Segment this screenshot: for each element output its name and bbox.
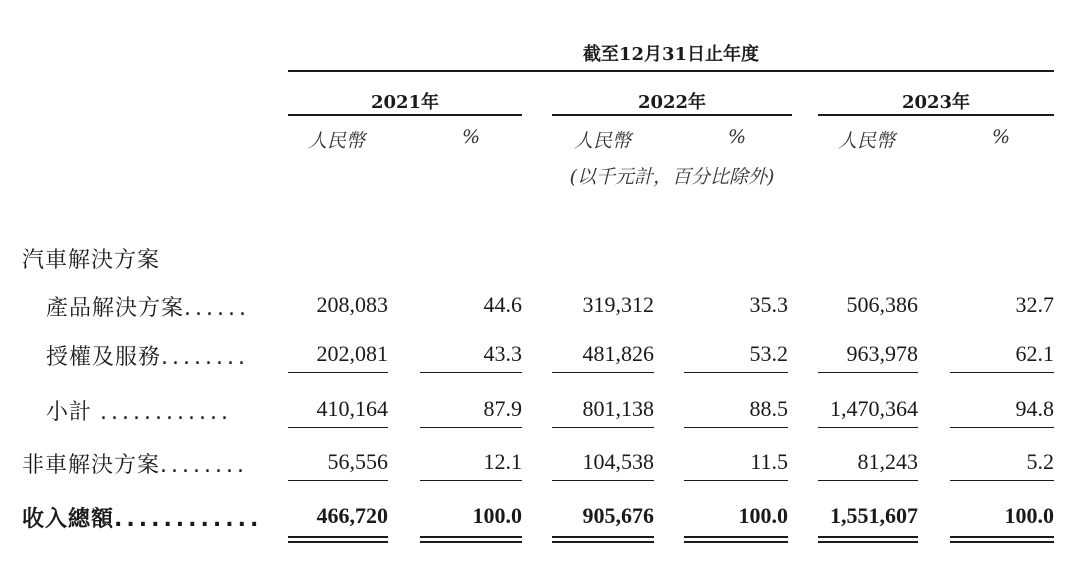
currency-label-2022: 人民幣	[574, 130, 632, 152]
cell-r1-c6: 32.7	[1015, 292, 1054, 317]
year-2022: 2022年	[637, 92, 707, 113]
year-2021: 2021年	[370, 92, 440, 113]
cell-r4-c6: 5.2	[1026, 449, 1054, 474]
underline-r4-c4	[684, 480, 788, 481]
year-2022-rule	[552, 114, 792, 116]
double-underline-c1	[288, 536, 388, 543]
cell-r1-c3: 319,312	[582, 292, 654, 317]
underline-r3-c1	[288, 427, 388, 428]
underline-r2-c5	[818, 372, 918, 373]
underline-r3-c2	[420, 427, 522, 428]
underline-r4-c3	[552, 480, 654, 481]
cell-r4-c5: 81,243	[857, 449, 918, 474]
cell-r4-c3: 104,538	[582, 449, 654, 474]
unit-note: (以千元計，百分比除外)	[569, 166, 775, 188]
row-label-licensing-services: 授權及服務........	[46, 345, 249, 370]
row-label-non-auto-solutions: 非車解決方案........	[22, 453, 248, 478]
cell-r3-c3: 801,138	[582, 396, 654, 421]
cell-r5-c5: 1,551,607	[830, 503, 918, 528]
cell-r3-c1: 410,164	[316, 396, 388, 421]
underline-r3-c5	[818, 427, 918, 428]
cell-r5-c4: 100.0	[738, 503, 788, 528]
cell-r3-c4: 88.5	[749, 396, 788, 421]
currency-label-2023: 人民幣	[838, 130, 896, 152]
row-label-auto-solutions: 汽車解決方案	[22, 248, 161, 273]
cell-r1-c1: 208,083	[316, 292, 388, 317]
double-underline-c6	[950, 536, 1054, 543]
cell-r5-c2: 100.0	[472, 503, 522, 528]
underline-r4-c6	[950, 480, 1054, 481]
underline-r2-c3	[552, 372, 654, 373]
underline-r4-c5	[818, 480, 918, 481]
double-underline-c3	[552, 536, 654, 543]
underline-r4-c1	[288, 480, 388, 481]
percent-label-2021: %	[462, 126, 481, 148]
cell-r5-c1: 466,720	[316, 503, 388, 528]
row-label-total-revenue: 收入總額............	[22, 507, 263, 532]
cell-r2-c4: 53.2	[749, 341, 788, 366]
year-2021-rule	[288, 114, 522, 116]
percent-label-2022: %	[728, 126, 747, 148]
row-label-subtotal: 小計 ............	[46, 400, 232, 425]
double-underline-c2	[420, 536, 522, 543]
underline-r2-c1	[288, 372, 388, 373]
double-underline-c5	[818, 536, 918, 543]
double-underline-c4	[684, 536, 788, 543]
period-rule	[288, 70, 1054, 72]
cell-r3-c2: 87.9	[483, 396, 522, 421]
underline-r2-c6	[950, 372, 1054, 373]
underline-r4-c2	[420, 480, 522, 481]
cell-r3-c6: 94.8	[1015, 396, 1054, 421]
cell-r4-c2: 12.1	[483, 449, 522, 474]
underline-r2-c2	[420, 372, 522, 373]
cell-r1-c2: 44.6	[483, 292, 522, 317]
cell-r1-c4: 35.3	[749, 292, 788, 317]
underline-r3-c4	[684, 427, 788, 428]
percent-label-2023: %	[992, 126, 1011, 148]
cell-r2-c1: 202,081	[316, 341, 388, 366]
currency-label-2021: 人民幣	[308, 130, 366, 152]
cell-r3-c5: 1,470,364	[830, 396, 918, 421]
year-2023: 2023年	[901, 92, 971, 113]
cell-r5-c6: 100.0	[1004, 503, 1054, 528]
period-header: 截至12月31日止年度	[582, 44, 760, 65]
cell-r5-c3: 905,676	[582, 503, 654, 528]
cell-r2-c2: 43.3	[483, 341, 522, 366]
cell-r4-c1: 56,556	[327, 449, 388, 474]
year-2023-rule	[818, 114, 1054, 116]
cell-r4-c4: 11.5	[750, 449, 788, 474]
cell-r2-c6: 62.1	[1015, 341, 1054, 366]
cell-r1-c5: 506,386	[846, 292, 918, 317]
cell-r2-c5: 963,978	[846, 341, 918, 366]
underline-r2-c4	[684, 372, 788, 373]
underline-r3-c3	[552, 427, 654, 428]
underline-r3-c6	[950, 427, 1054, 428]
cell-r2-c3: 481,826	[582, 341, 654, 366]
row-label-product-solutions: 產品解決方案......	[46, 296, 250, 321]
